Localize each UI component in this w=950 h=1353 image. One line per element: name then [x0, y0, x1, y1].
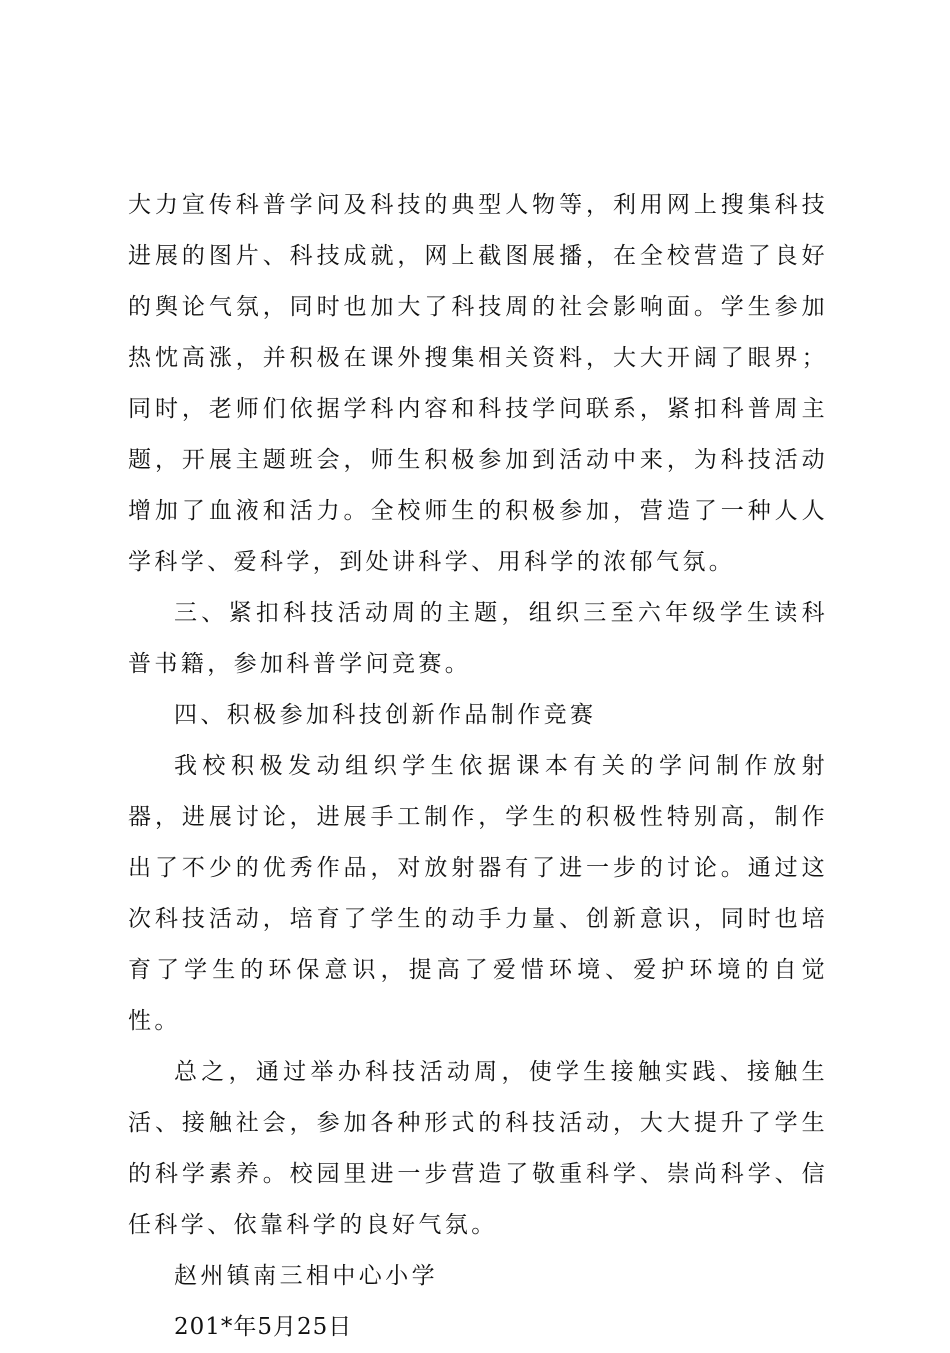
paragraph-summary: 总之，通过举办科技活动周，使学生接触实践、接触生活、接触社会，参加各种形式的科技活动，大大提升了学生的科学素养。校园里进一步营造了敬重科学、崇尚科学、信任科学、依靠科学的良好气氛。: [128, 1059, 828, 1238]
document-body: [128, 180, 828, 1353]
heading-section-four: 四、积极参加科技创新作品制作竞赛: [174, 702, 597, 728]
paragraph-continuation: 大力宣传科普学问及科技的典型人物等，利用网上搜集科技进展的图片、科技成就，网上截图展播，在全校营造了良好的舆论气氛，同时也加大了科技周的社会影响面。学生参加热忱高涨，并积极在课外搜集相关资料，大大开阔了眼界；同时，老师们依据学科内容和科技学问联系，紧扣科普周主题，开展主题班会，师生积极参加到活动中来，为科技活动增加了血液和活力。全校师生的积极参加，营造了一种人人学科学、爱科学，到处讲科学、用科学的浓郁气氛。: [128, 192, 828, 575]
paragraph-section-three: 三、紧扣科技活动周的主题，组织三至六年级学生读科普书籍，参加科普学问竞赛。: [128, 600, 828, 677]
signature-school-name: 赵州镇南三相中心小学: [174, 1263, 438, 1289]
paragraph-section-four-body: 我校积极发动组织学生依据课本有关的学问制作放射器，进展讨论，进展手工制作，学生的积极性特别高，制作出了不少的优秀作品，对放射器有了进一步的讨论。通过这次科技活动，培育了学生的动手力量、创新意识，同时也培育了学生的环保意识，提高了爱惜环境、爱护环境的自觉性。: [128, 753, 828, 1034]
signature-date: 201*年5月25日: [174, 1314, 353, 1340]
